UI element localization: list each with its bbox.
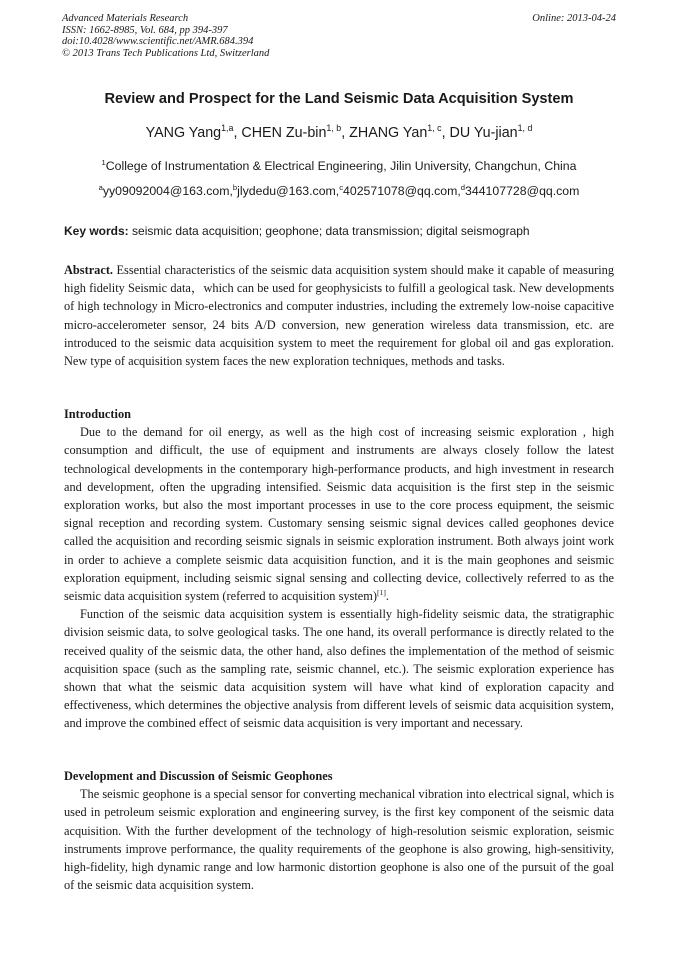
keywords: [64, 224, 616, 238]
email-address[interactable]: jlydedu@163.com: [237, 184, 336, 198]
online-date: Online: 2013-04-24: [532, 13, 616, 24]
introduction-paragraph-2: Function of the seismic data acquisition system is essentially high-fidelity seismic data, the stratigraphic division seismic data, to solve geological tasks. The one hand, its overall performance is directly related to the received quality of the seismic data, the other hand, also defines the implementation of the method of seismic acquisition space (such as the sampling rate, seismic channel, etc.). The seismic exploration experience has shown that what the seismic data acquisition system will have what kind of exploration capacity and effectiveness, which determines the objective analysis from different levels of seismic data acquisition system, and improve the combined effect of seismic data acquisition is very important and necessary.: [64, 607, 614, 731]
journal-name: Advanced Materials Research: [62, 13, 189, 24]
author-affil-sup: 1, d: [517, 123, 533, 134]
author-affil-sup: 1, b: [326, 123, 342, 134]
affiliation-sup: 1: [101, 157, 106, 167]
keywords-text: seismic data acquisition; geophone; data transmission; digital seismograph: [132, 224, 530, 238]
author-affil-sup: 1, c: [427, 123, 442, 134]
email-list: $^a$yy09092004@163.com,$^b$jlydedu@163.com,$^c$402571078@qq.com,$^d$344107728@qq.com: [98, 182, 580, 198]
email-address[interactable]: yy09092004@163.com: [102, 184, 230, 198]
email-sup: a: [98, 182, 103, 192]
issn-line: ISSN: 1662-8985, Vol. 684, pp 394-397: [62, 24, 228, 36]
introduction-heading: Introduction: [64, 407, 131, 421]
development-heading: Development and Discussion of Seismic Geophones: [64, 769, 333, 783]
affiliation-text: College of Instrumentation & Electrical Engineering, Jilin University, Changchun, China: [105, 159, 577, 173]
abstract-label: Abstract.: [64, 263, 114, 277]
author-affil-sup: 1,a: [221, 123, 234, 134]
development-section: [64, 767, 614, 894]
doi-line: doi:10.4028/www.scientific.net/AMR.684.394: [62, 36, 254, 48]
journal-header: [62, 13, 616, 59]
author-name: YANG Yang: [145, 125, 222, 141]
paper-title: Review and Prospect for the Land Seismic Data Acquisition System: [104, 91, 574, 107]
email-address[interactable]: 402571078@qq.com: [343, 184, 458, 198]
email-sup: b: [232, 182, 238, 192]
author-name: CHEN Zu-bin: [241, 125, 327, 141]
author-list: YANG Yang$^{1,a}$, CHEN Zu-bin$^{1, b}$, ZHANG Yan$^{1, c}$, DU Yu-jian$^{1, d}$: [145, 123, 533, 141]
author-name: ZHANG Yan: [349, 125, 428, 141]
email-address[interactable]: 344107728@qq.com: [465, 184, 580, 198]
author-name: DU Yu-jian: [449, 125, 518, 141]
affiliation: [0, 159, 678, 173]
keywords-label: Key words:: [64, 224, 129, 238]
paragraph-text: Due to the demand for oil energy, as well as the high cost of increasing seismic exploration , high consumption and difficult, the use of equipment and instruments are always closely follow the latest technological developments in the contemporary high-performance products, and high investment in research and development, often the upgrading intensified. Seismic data acquisition is the first step in the seismic exploration works, but also the most important processes in use to the core process equipment, the seismic signal reception and recording system. Customary sensing seismic signal devices called geophones device called the acquisition and recording seismic signals in seismic exploration instrument. Both always joint work in order to achieve a complete seismic data acquisition function, and it is the main geophones and seismic exploration equipment, including seismic signal sensing and collecting device, collectively referred to as the seismic data acquisition system (referred to acquisition system): [64, 425, 614, 604]
introduction-paragraph-1: Due to the demand for oil energy, as well as the high cost of increasing seismic exploration , high consumption and difficult, the use of equipment and instruments are always closely follow the latest technological developments in the contemporary high-performance products, and high investment in research and development, often the upgrading intensified. Seismic data acquisition is the first step in the seismic exploration works, but also the most important processes in use to the core process equipment, the seismic signal reception and recording system. Customary sensing seismic signal devices called geophones device called the acquisition and recording seismic signals in seismic exploration instrument. Both always joint work in order to achieve a complete seismic data acquisition function, and it is the main geophones and seismic exploration equipment, including seismic signal sensing and collecting device, collectively referred to as the seismic data acquisition system (referred to acquisition system)[1].: [64, 425, 614, 604]
email-sup: c: [339, 182, 344, 192]
introduction-section: [64, 405, 614, 733]
copyright-line: © 2013 Trans Tech Publications Ltd, Switzerland: [62, 47, 270, 59]
email-sup: d: [460, 182, 466, 192]
development-paragraph-1: The seismic geophone is a special sensor for converting mechanical vibration into electrical signal, which is used in petroleum seismic exploration and engineering survey, is the first key component of the seismic data acquisition. With the further development of the technology of high-resolution seismic exploration, seismic instruments improve performance, the quality requirements of the geophone is also growing, high-sensitivity, high-fidelity, high dynamic range and low harmonic distortion geophone is also one of the pursuit of the goal of the seismic data acquisition system.: [64, 787, 614, 893]
abstract: [64, 261, 614, 370]
citation-ref: [1]: [376, 587, 386, 597]
abstract-text: Essential characteristics of the seismic data acquisition system should make it capable of measuring high fidelity Seismic data，which can be used for geophysicists to fulfill a geological task. New developments of high technology in Micro-electronics and computer industries, including the extremely low-noise capacitive micro-accelerometer sensor, 24 bits A/D conversion, new generation wireless data transmission, etc. are introduced to the seismic data acquisition system to meet the requirement for global oil and gas exploration. New type of acquisition system faces the new exploration techniques, methods and tasks.: [64, 263, 614, 369]
